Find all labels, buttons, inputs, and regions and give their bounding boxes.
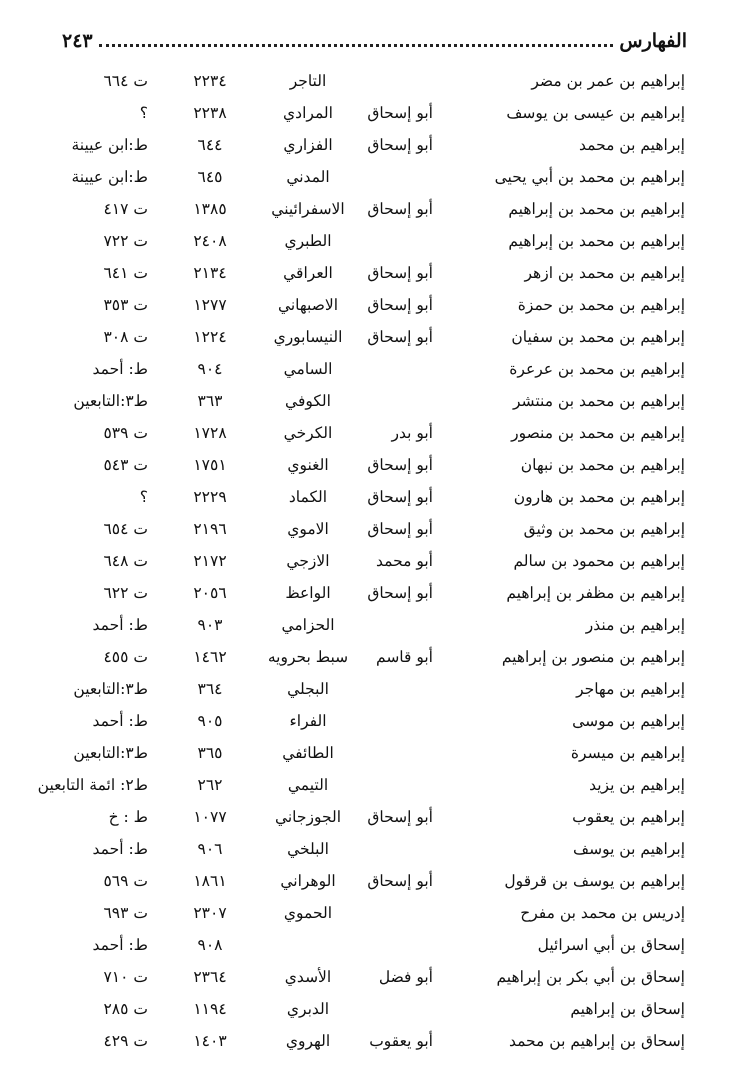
entry-number: ١٢٧٧ [193,296,227,314]
entry-number: ٩٠٨ [197,936,223,954]
entry-reference: ت ٦٢٢ [103,584,148,602]
entry-nisba: الفزاري [283,136,333,154]
index-entry [0,546,743,578]
index-entry [0,386,743,418]
entry-reference: ت ٧١٠ [103,968,148,986]
entry-number: ٢٤٠٨ [193,232,227,250]
entry-name: إبراهيم بن محمد بن حمزة [517,296,685,314]
entry-name: إبراهيم بن يعقوب [572,808,685,826]
entry-number: ٢٣٠٧ [193,904,227,922]
entry-name: إبراهيم بن محمود بن سالم [513,552,685,570]
entry-name: إبراهيم بن محمد بن وثيق [523,520,685,538]
entry-number: ٩٠٤ [197,360,223,378]
entry-reference: ط٣:التابعين [73,744,148,762]
entry-number: ١٤٦٢ [193,648,227,666]
entry-number: ٩٠٣ [197,616,223,634]
entry-name: إبراهيم بن موسى [572,712,685,730]
index-entry [0,994,743,1026]
entry-reference: ت ٣٠٨ [103,328,148,346]
entry-number: ٢٢٣٤ [193,72,227,90]
index-entry [0,354,743,386]
entry-nisba: الفراء [289,712,327,730]
entry-nisba: النيسابوري [273,328,343,346]
entry-kunya: أبو إسحاق [367,488,433,506]
entry-nisba: الواعظ [285,584,331,602]
entry-nisba: الأسدي [284,968,332,986]
entry-reference: ط: أحمد [92,936,148,954]
index-entry [0,674,743,706]
entry-reference: ط: أحمد [92,616,148,634]
entry-nisba: الغنوي [287,456,329,474]
entry-nisba: المرادي [283,104,333,122]
entry-number: ٣٦٤ [197,680,223,698]
index-entry [0,130,743,162]
entry-nisba: الحموي [283,904,333,922]
entry-reference: ت ٦٦٤ [103,72,148,90]
entry-reference: ط٢: ائمة التابعين [37,776,148,794]
entry-nisba: المدني [286,168,330,186]
entry-name: إبراهيم بن محمد بن عرعرة [509,360,685,378]
entry-number: ١٢٢٤ [193,328,227,346]
entry-number: ٣٦٣ [197,392,223,410]
entry-reference: ت ٥٤٣ [103,456,148,474]
entry-reference: ط: أحمد [92,360,148,378]
entry-number: ١٤٠٣ [193,1032,227,1050]
entry-kunya: أبو قاسم [376,648,433,666]
entry-name: إبراهيم بن عيسى بن يوسف [506,104,685,122]
index-entry [0,930,743,962]
page-header [62,30,687,66]
entry-number: ٢٢٣٨ [193,104,227,122]
entry-number: ٩٠٥ [197,712,223,730]
entry-name: إبراهيم بن مظفر بن إبراهيم [506,584,685,602]
entry-kunya: أبو إسحاق [367,520,433,538]
index-entry [0,834,743,866]
entry-reference: ت ٦٥٤ [103,520,148,538]
entry-nisba: الكرخي [283,424,333,442]
entry-nisba: الجوزجاني [274,808,342,826]
entry-kunya: أبو إسحاق [367,200,433,218]
entry-reference: ت ٥٣٩ [103,424,148,442]
entry-number: ٢٦٢ [197,776,223,794]
index-entry [0,162,743,194]
entry-name: إبراهيم بن محمد بن منتشر [512,392,685,410]
entry-name: إبراهيم بن محمد بن هارون [513,488,685,506]
entry-number: ٢١٩٦ [193,520,227,538]
entry-name: إبراهيم بن محمد بن سفيان [511,328,685,346]
entry-reference: ط: أحمد [92,840,148,858]
entry-number: ٢٠٥٦ [193,584,227,602]
index-entry [0,962,743,994]
entry-number: ١٠٧٧ [193,808,227,826]
entry-reference: ط: أحمد [92,712,148,730]
index-entry [0,98,743,130]
entry-kunya: أبو إسحاق [367,584,433,602]
index-entry [0,194,743,226]
index-entry [0,290,743,322]
entry-name: إسحاق بن أبي بكر بن إبراهيم [496,968,685,986]
entry-nisba: الكوفي [285,392,331,410]
entry-kunya: أبو إسحاق [367,264,433,282]
index-entry [0,514,743,546]
entry-name: إدريس بن محمد بن مفرح [520,904,685,922]
leader-dots [99,32,614,47]
entry-nisba: الاموي [287,520,329,538]
entry-number: ٦٤٥ [197,168,223,186]
entry-number: ١٨٦١ [193,872,227,890]
entry-kunya: أبو إسحاق [367,808,433,826]
entry-name: إبراهيم بن محمد [578,136,685,154]
entry-reference: ت ٤١٧ [103,200,148,218]
entry-reference: ط:ابن عيينة [71,168,148,186]
index-entry [0,450,743,482]
entry-number: ٦٤٤ [197,136,223,154]
entry-nisba: سبط بحرويه [267,648,349,666]
entry-name: إبراهيم بن يوسف بن قرقول [504,872,685,890]
entry-nisba: السامي [283,360,333,378]
entry-reference: ت ٧٢٢ [103,232,148,250]
entry-number: ٢٣٦٤ [193,968,227,986]
entry-name: إبراهيم بن مهاجر [576,680,685,698]
index-entry [0,706,743,738]
entry-number: ١٧٥١ [193,456,227,474]
entry-reference: ط : خ [108,808,148,826]
entry-kunya: أبو إسحاق [367,104,433,122]
entry-nisba: العراقي [283,264,333,282]
entry-name: إبراهيم بن محمد بن إبراهيم [508,200,685,218]
entry-name: إبراهيم بن محمد بن نبهان [520,456,685,474]
entry-nisba: الوهراني [280,872,336,890]
entry-name: إسحاق بن إبراهيم [570,1000,685,1018]
entry-reference: ط٣:التابعين [73,680,148,698]
entry-name: إبراهيم بن محمد بن ازهر [524,264,685,282]
entry-number: ٩٠٦ [197,840,223,858]
entry-number: ٢٢٢٩ [193,488,227,506]
index-entry [0,226,743,258]
entry-nisba: الازجي [286,552,330,570]
entry-reference: ط:ابن عيينة [71,136,148,154]
entry-nisba: التاجر [289,72,327,90]
entry-nisba: الطائفي [282,744,334,762]
entry-name: إسحاق بن إبراهيم بن محمد [508,1032,685,1050]
entry-number: ٣٦٥ [197,744,223,762]
entry-kunya: أبو بدر [391,424,433,442]
index-list [0,66,743,1058]
page-number: ٢٤٣ [62,30,93,52]
entry-reference: ت ٢٨٥ [103,1000,148,1018]
entry-nisba: البلخي [287,840,329,858]
entry-reference: ت ٦٤٨ [103,552,148,570]
entry-kunya: أبو إسحاق [367,456,433,474]
entry-number: ٢١٣٤ [193,264,227,282]
entry-kunya: أبو محمد [376,552,433,570]
entry-kunya: أبو فضل [378,968,433,986]
entry-reference: ت ٦٩٣ [103,904,148,922]
entry-name: إبراهيم بن محمد بن منصور [511,424,685,442]
index-entry [0,866,743,898]
entry-nisba: الدبري [286,1000,330,1018]
entry-kunya: أبو يعقوب [369,1032,433,1050]
entry-nisba: الحزامي [281,616,335,634]
index-entry [0,322,743,354]
entry-nisba: التيمي [287,776,329,794]
entry-kunya: أبو إسحاق [367,296,433,314]
entry-number: ١٧٢٨ [193,424,227,442]
entry-reference: ؟ [139,104,148,122]
index-entry [0,738,743,770]
page-title: الفهارس [619,30,687,52]
entry-nisba: البجلي [287,680,329,698]
entry-name: إبراهيم بن منذر [585,616,685,634]
entry-name: إبراهيم بن ميسرة [570,744,685,762]
entry-reference: ت ٣٥٣ [103,296,148,314]
entry-name: إسحاق بن أبي اسرائيل [537,936,685,954]
index-entry [0,642,743,674]
entry-kunya: أبو إسحاق [367,328,433,346]
entry-reference: ت ٦٤١ [103,264,148,282]
entry-name: إبراهيم بن محمد بن أبي يحيى [494,168,685,186]
index-entry [0,898,743,930]
entry-nisba: الاصبهاني [277,296,339,314]
entry-name: إبراهيم بن يزيد [589,776,685,794]
index-entry [0,578,743,610]
index-entry [0,802,743,834]
index-entry [0,770,743,802]
entry-reference: ت ٤٢٩ [103,1032,148,1050]
entry-reference: ت ٥٦٩ [103,872,148,890]
index-entry [0,610,743,642]
entry-kunya: أبو إسحاق [367,872,433,890]
index-entry [0,418,743,450]
entry-name: إبراهيم بن عمر بن مضر [531,72,685,90]
entry-reference: ؟ [139,488,148,506]
entry-reference: ت ٤٥٥ [103,648,148,666]
entry-nisba: الطبري [284,232,332,250]
index-entry [0,66,743,98]
index-entry [0,482,743,514]
entry-number: ١١٩٤ [193,1000,227,1018]
entry-number: ١٣٨٥ [193,200,227,218]
entry-number: ٢١٧٢ [193,552,227,570]
entry-kunya: أبو إسحاق [367,136,433,154]
entry-nisba: الهروي [285,1032,331,1050]
index-entry [0,1026,743,1058]
entry-name: إبراهيم بن منصور بن إبراهيم [501,648,685,666]
entry-nisba: الاسفرائيني [271,200,345,218]
entry-name: إبراهيم بن محمد بن إبراهيم [508,232,685,250]
entry-nisba: الكماد [288,488,328,506]
entry-name: إبراهيم بن يوسف [573,840,685,858]
index-entry [0,258,743,290]
entry-reference: ط٣:التابعين [73,392,148,410]
